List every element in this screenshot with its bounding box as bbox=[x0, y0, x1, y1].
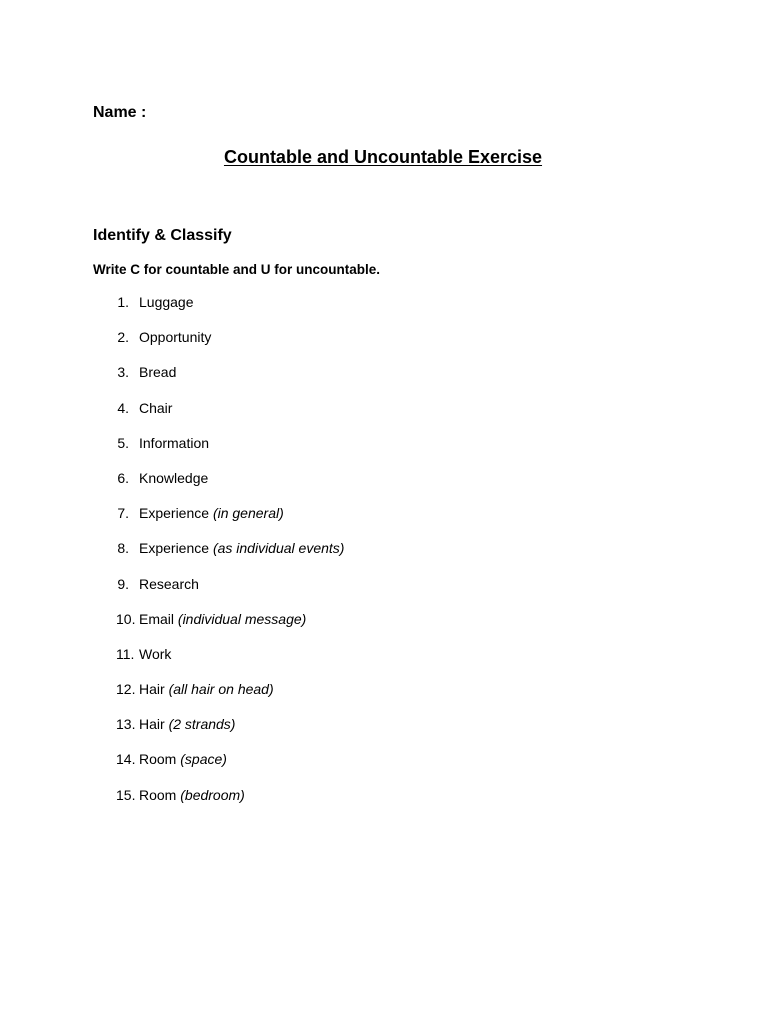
item-number: 5. bbox=[117, 434, 129, 451]
item-text bbox=[139, 715, 235, 733]
item-text bbox=[139, 434, 209, 452]
item-word: Research bbox=[139, 575, 199, 592]
item-text bbox=[139, 293, 194, 311]
item-word: Bread bbox=[139, 364, 177, 381]
item-word: Experience bbox=[139, 540, 210, 557]
item-number: 6. bbox=[117, 469, 129, 486]
item-note: (individual message) bbox=[177, 610, 307, 627]
item-text bbox=[139, 575, 199, 593]
item-word: Opportunity bbox=[139, 329, 212, 346]
item-text bbox=[139, 469, 208, 487]
item-text bbox=[139, 750, 227, 768]
item-number: 7. bbox=[117, 505, 129, 522]
item-note: (2 strands) bbox=[168, 716, 236, 733]
item-number: 12. bbox=[116, 681, 136, 698]
item-note: (bedroom) bbox=[180, 786, 245, 803]
item-number: 10. bbox=[116, 610, 136, 627]
item-number: 11. bbox=[116, 645, 135, 662]
item-number: 9. bbox=[117, 575, 129, 592]
item-number: 15. bbox=[116, 786, 136, 803]
item-text bbox=[139, 504, 284, 522]
item-word: Room bbox=[139, 751, 177, 768]
item-word: Luggage bbox=[139, 294, 194, 310]
item-number: 4. bbox=[117, 399, 129, 416]
name-label: Name : bbox=[93, 104, 147, 121]
item-word: Information bbox=[139, 434, 210, 451]
item-word: Hair bbox=[139, 716, 165, 733]
item-text bbox=[139, 680, 274, 698]
item-word: Room bbox=[139, 786, 177, 803]
item-number: 8. bbox=[117, 540, 129, 557]
item-word: Knowledge bbox=[139, 469, 209, 486]
item-word: Work bbox=[139, 645, 172, 662]
item-text bbox=[139, 610, 306, 628]
item-word: Chair bbox=[139, 399, 173, 416]
item-note: (space) bbox=[180, 751, 227, 768]
item-note: (in general) bbox=[212, 505, 284, 522]
item-text bbox=[139, 328, 211, 346]
item-word: Hair bbox=[139, 681, 165, 698]
item-note: (as individual events) bbox=[212, 540, 345, 557]
item-number: 2. bbox=[117, 329, 129, 346]
item-number: 13. bbox=[116, 716, 136, 733]
item-text bbox=[139, 363, 176, 381]
page-title: Countable and Uncountable Exercise bbox=[223, 147, 543, 167]
section-heading: Identify & Classify bbox=[93, 227, 232, 244]
item-note: (all hair on head) bbox=[168, 681, 274, 698]
item-number: 14. bbox=[116, 751, 136, 768]
item-word: Experience bbox=[139, 505, 210, 522]
item-number: 3. bbox=[117, 364, 129, 381]
item-number: 1. bbox=[117, 294, 129, 310]
item-text bbox=[139, 786, 245, 804]
instruction-text: Write C for countable and U for uncountable. bbox=[93, 262, 381, 277]
item-text bbox=[139, 539, 344, 557]
item-text bbox=[139, 645, 171, 663]
item-word: Email bbox=[139, 610, 175, 627]
item-text bbox=[139, 399, 172, 417]
